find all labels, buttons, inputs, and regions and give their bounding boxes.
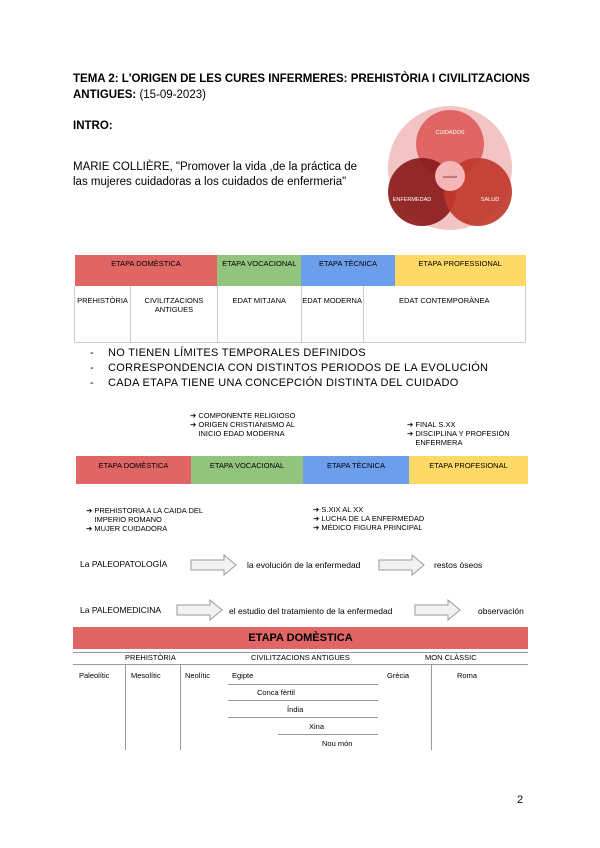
- group-prehistory: PREHISTÒRIA: [125, 653, 176, 662]
- row-china: Xina: [309, 722, 325, 731]
- bar-stage-professional: ETAPA PROFESIONAL: [409, 456, 528, 484]
- page-number: 2: [517, 794, 524, 806]
- list-item: - NO TIENEN LÍMITES TEMPORALES DEFINIDOS: [90, 347, 366, 359]
- notes-bottom-left: [86, 506, 206, 533]
- col-rome: Roma: [457, 671, 478, 680]
- row-india: Índia: [287, 705, 304, 714]
- divider: [228, 684, 378, 685]
- divider: [278, 734, 378, 735]
- note-item: ➔ ORIGEN CRISTIANISMO AL INICIO EDAD MODERNA: [190, 420, 295, 438]
- title-text: TEMA 2: L'ORIGEN DE LES CURES INFERMERES: PREHISTÒRIA I CIVILITZACIONS ANTIGUES:: [73, 73, 530, 101]
- bar-stage-domestic: ETAPA DOMÈSTICA: [76, 456, 191, 484]
- col-greece: Grècia: [387, 671, 410, 680]
- intro-heading: INTRO:: [73, 120, 113, 132]
- row-fertile-crescent: Conca fèrtil: [257, 688, 295, 697]
- arrow-icon: [190, 554, 238, 576]
- note-item: ➔ COMPONENTE RELIGIOSO: [190, 411, 296, 420]
- group-ancient: CIVILITZACIONS ANTIGUES: [251, 653, 350, 662]
- row-new-world: Nou món: [322, 739, 353, 748]
- arrow-icon: [414, 599, 462, 621]
- col-paleolithic: Paleolític: [79, 671, 110, 680]
- list-item: - CORRESPONDENCIA CON DISTINTOS PERIODOS DE LA EVOLUCIÓN: [90, 362, 489, 374]
- arrow-icon: [176, 599, 224, 621]
- divider: [125, 664, 126, 750]
- flow2-definition: el estudio del tratamiento de la enfermedad: [229, 606, 393, 616]
- note-item: ➔ LUCHA DE LA ENFERMEDAD: [313, 514, 425, 523]
- group-classic: MON CLÀSSIC: [425, 653, 477, 662]
- stage-technical: ETAPA TÈCNICA: [301, 255, 395, 286]
- note-item: ➔ MÉDICO FIGURA PRINCIPAL: [313, 523, 423, 532]
- period-cell: EDAT CONTEMPORÀNEA: [363, 286, 525, 343]
- note-item: ➔ PREHISTORIA A LA CAIDA DEL IMPERIO ROMANO: [86, 506, 203, 524]
- period-cell: EDAT MODERNA: [301, 286, 363, 343]
- list-item: - CADA ETAPA TIENE UNA CONCEPCIÓN DISTINTA DEL CUIDADO: [90, 377, 459, 389]
- divider: [228, 717, 378, 718]
- col-egypt: Egipte: [232, 671, 254, 680]
- note-item: ➔ DISCIPLINA Y PROFESIÓN ENFERMERA: [407, 429, 510, 447]
- bar-stage-vocational: ETAPA VOCACIONAL: [191, 456, 303, 484]
- divider: [228, 700, 378, 701]
- venn-label-center: cuidado: [442, 174, 458, 179]
- period-cell: CIVILITZACIONS ANTIGUES: [130, 286, 217, 343]
- note-item: ➔ FINAL S.XX: [407, 420, 456, 429]
- title-date: (15-09-2023): [139, 89, 206, 101]
- divider: [180, 664, 181, 750]
- domestic-stage-table: [73, 650, 528, 750]
- quote-text: MARIE COLLIÈRE, "Promover la vida ,de la práctica de las mujeres cuidadoras a los cuidados de enfermeria": [73, 161, 358, 188]
- stages-bar: [76, 456, 528, 484]
- page-title: [73, 71, 533, 103]
- notes-top-left: [190, 411, 310, 438]
- domestic-stage-header: ETAPA DOMÈSTICA: [73, 627, 528, 649]
- bar-stage-technical: ETAPA TÈCNICA: [303, 456, 409, 484]
- venn-diagram: [378, 104, 528, 244]
- note-item: ➔ MUJER CUIDADORA: [86, 524, 168, 533]
- stage-domestic: ETAPA DOMÈSTICA: [75, 255, 218, 286]
- notes-bottom-right: [313, 505, 453, 532]
- stages-table: [74, 255, 526, 343]
- period-cell: PREHISTÒRIA: [75, 286, 131, 343]
- note-item: ➔ S.XIX AL XX: [313, 505, 364, 514]
- col-neolithic: Neolític: [185, 671, 211, 680]
- venn-label-left: ENFERMEDAD: [392, 197, 432, 203]
- flow1-method: restos óseos: [434, 560, 483, 570]
- stage-professional: ETAPA PROFESSIONAL: [395, 255, 526, 286]
- flow1-definition: la evolución de la enfermedad: [247, 560, 361, 570]
- notes-top-right: [407, 420, 527, 447]
- venn-label-right: SALUD: [480, 197, 500, 203]
- period-cell: EDAT MITJANA: [217, 286, 301, 343]
- col-mesolithic: Mesolític: [131, 671, 161, 680]
- venn-label-top: CUIDADOS: [435, 130, 465, 136]
- divider: [73, 664, 528, 665]
- flow2-method: observación: [478, 606, 524, 616]
- arrow-icon: [378, 554, 426, 576]
- flow1-term: La PALEOPATOLOGÍA: [80, 559, 168, 569]
- bullet-list: [90, 346, 488, 391]
- stage-vocational: ETAPA VOCACIONAL: [217, 255, 301, 286]
- divider: [431, 664, 432, 750]
- flow2-term: La PALEOMEDICINA: [80, 605, 162, 615]
